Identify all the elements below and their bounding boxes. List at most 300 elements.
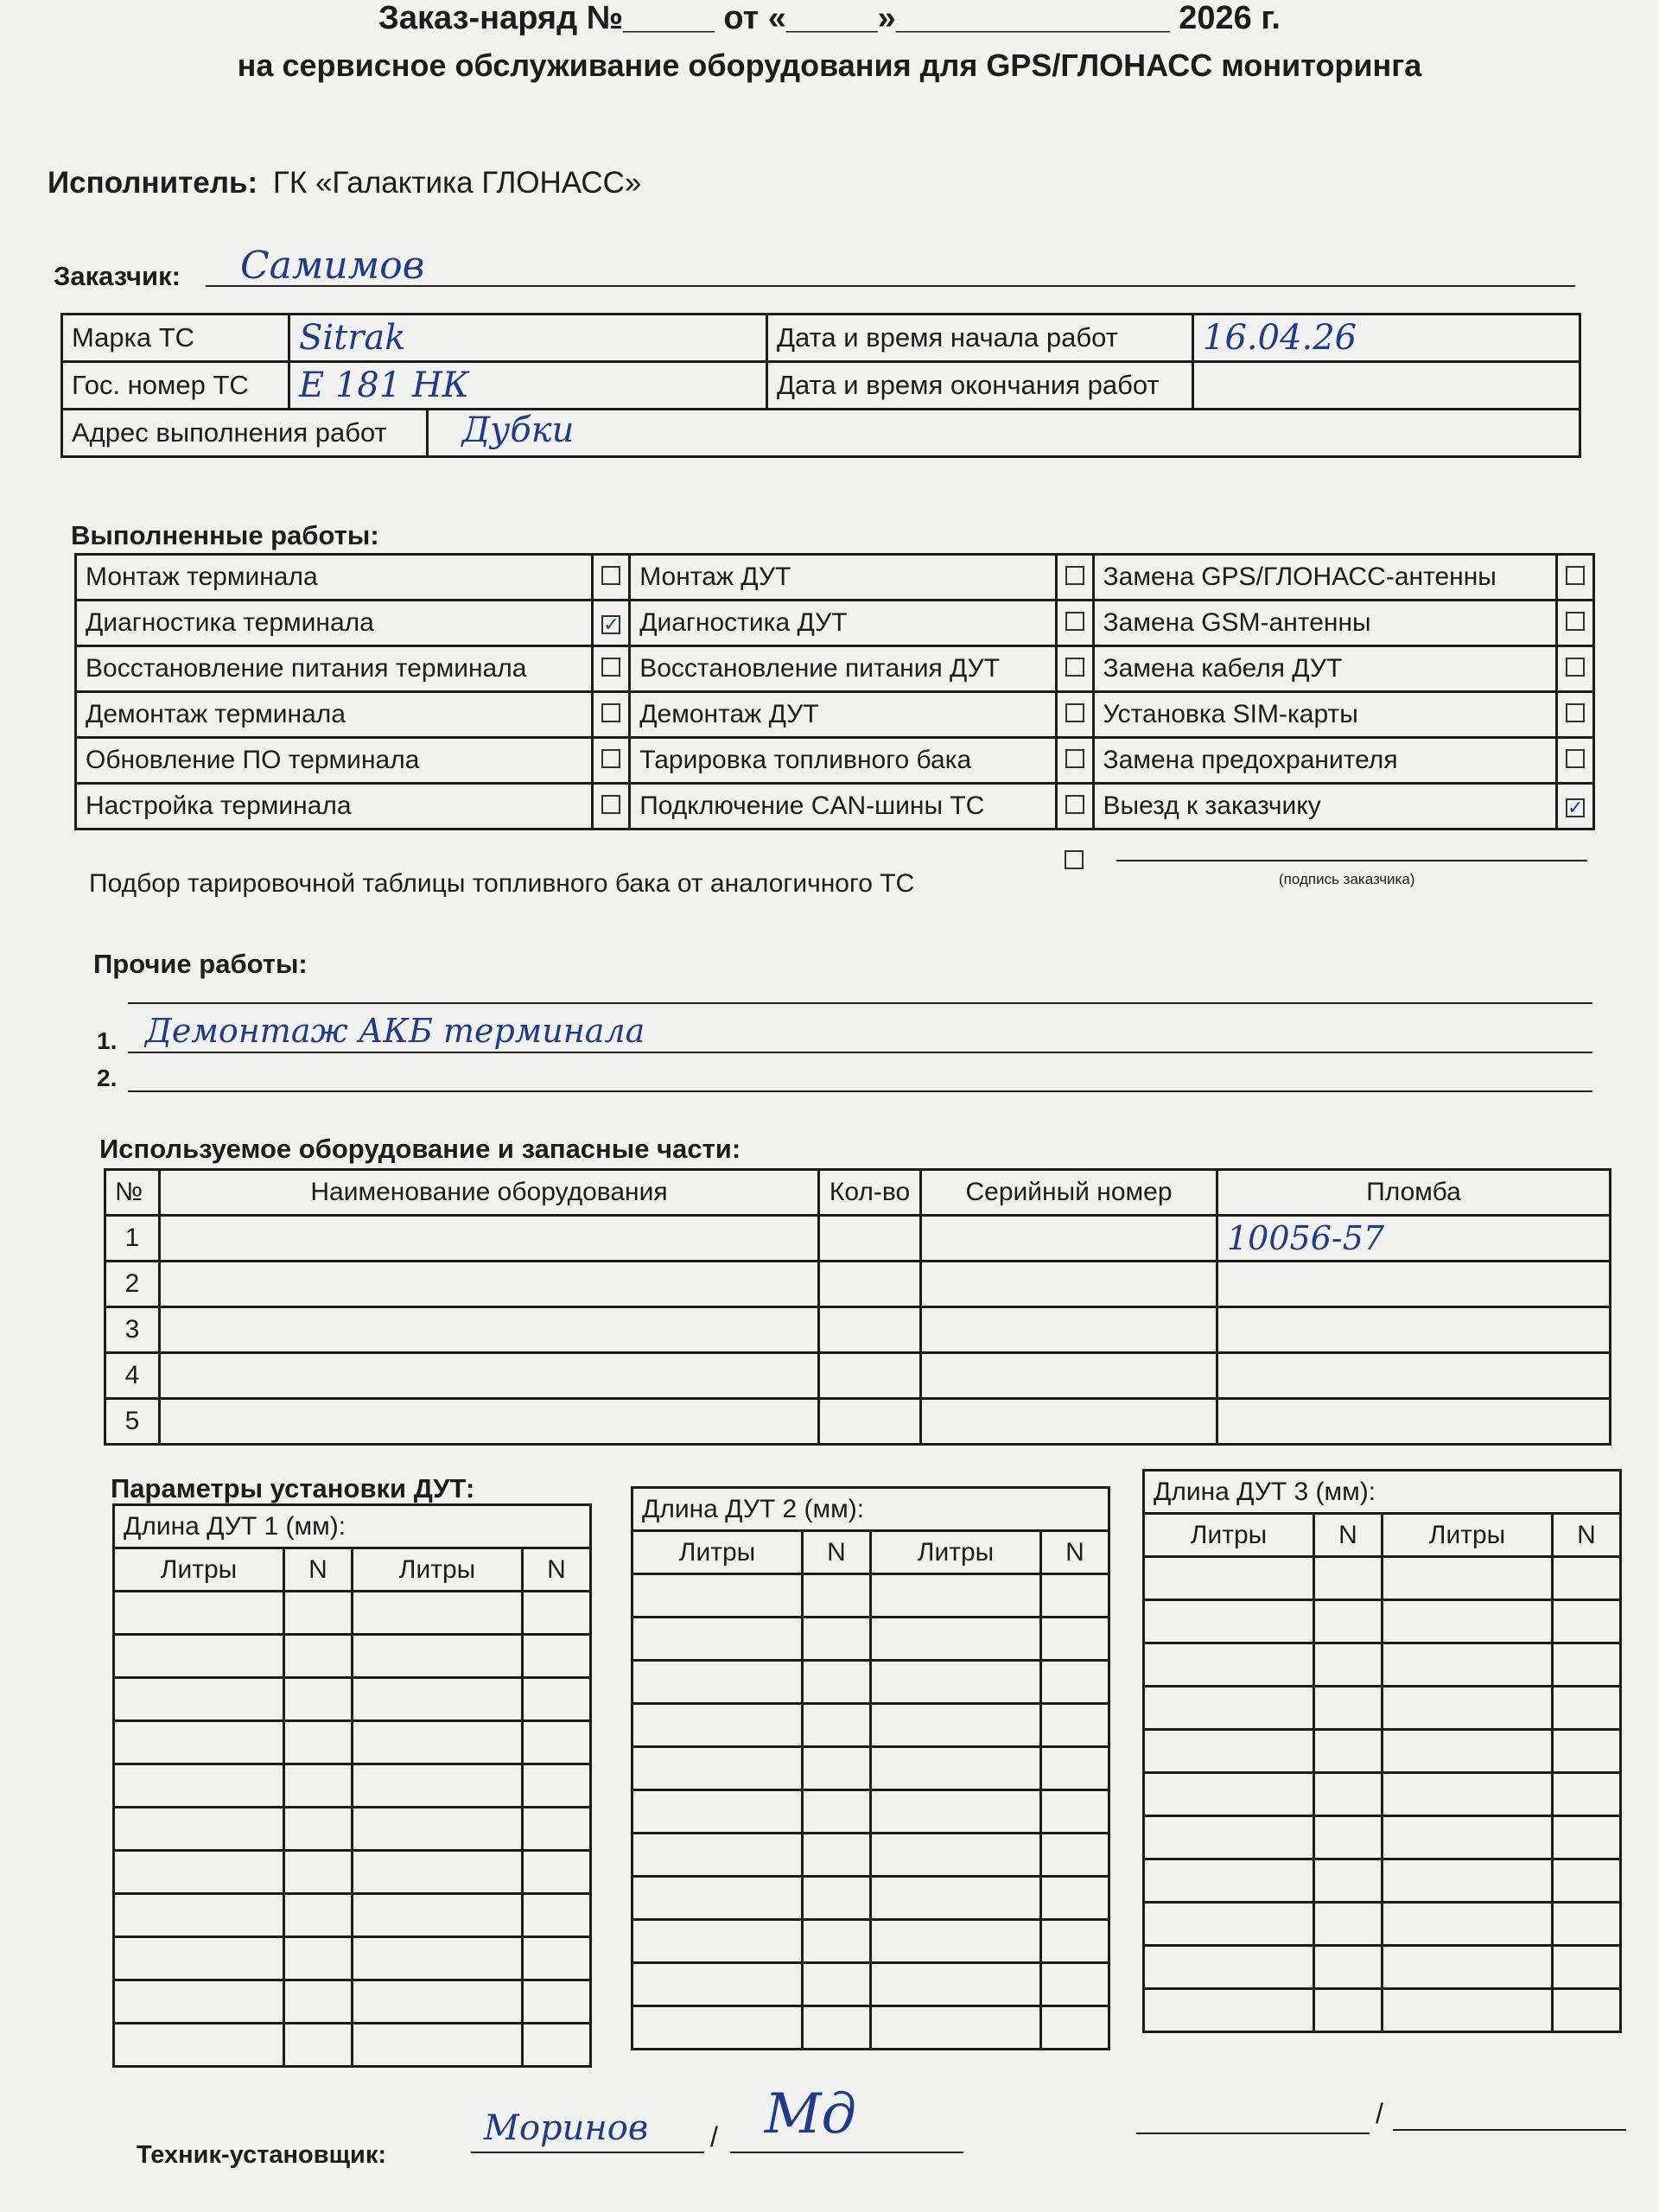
dut-cell[interactable]	[803, 1618, 871, 1661]
column-header: Пломба	[1217, 1170, 1611, 1216]
dut-table-3	[1142, 1469, 1622, 2033]
calibration-checkbox[interactable]	[1065, 850, 1084, 869]
dut-cell[interactable]	[1314, 1557, 1382, 1600]
start-value[interactable]	[1193, 315, 1580, 362]
dut-cell[interactable]	[870, 2006, 1040, 2050]
other-work-line	[128, 1061, 1592, 1092]
dut-cell[interactable]	[114, 1678, 284, 1721]
equipment-cell-name[interactable]	[160, 1307, 819, 1353]
work-checkbox-cell[interactable]	[1557, 692, 1594, 738]
dut-cell[interactable]	[1314, 1989, 1382, 2032]
work-checkbox-cell[interactable]	[1056, 646, 1093, 692]
second-signature-line-a[interactable]	[1136, 2108, 1370, 2134]
technician-name: Моринов	[484, 2108, 649, 2148]
work-checkbox-cell[interactable]	[1056, 555, 1093, 601]
table-row	[632, 1574, 1109, 1618]
dut-cell[interactable]	[1553, 1687, 1621, 1730]
dut-cell[interactable]	[284, 1851, 353, 1894]
dut-cell[interactable]	[523, 1678, 591, 1721]
checkmark-icon[interactable]: ✓	[1567, 797, 1584, 818]
column-header: N	[523, 1548, 591, 1592]
table-row	[114, 1851, 591, 1894]
column-header: N	[803, 1531, 871, 1574]
work-label: Диагностика терминала	[76, 601, 593, 646]
dut-cell[interactable]	[803, 1920, 871, 1963]
table-row	[76, 555, 1594, 601]
checkbox-icon[interactable]	[1065, 658, 1084, 677]
table-row	[632, 2006, 1109, 2050]
dut-cell[interactable]	[870, 1877, 1040, 1920]
row-number: 4	[105, 1353, 160, 1399]
work-checkbox-cell[interactable]	[1056, 784, 1093, 830]
column-header: N	[1041, 1531, 1109, 1574]
end-label: Дата и время окончания работ	[767, 362, 1193, 410]
dut-cell[interactable]	[1041, 1963, 1109, 2006]
dut-cell[interactable]	[523, 1980, 591, 2024]
dut-cell[interactable]	[1553, 1859, 1621, 1903]
equipment-cell-serial[interactable]	[921, 1307, 1217, 1353]
dut-cell[interactable]	[632, 1834, 803, 1877]
dut-caption-row	[114, 1505, 591, 1548]
row-number: 2	[105, 1262, 160, 1307]
work-label: Обновление ПО терминала	[76, 738, 593, 784]
dut-cell[interactable]	[1144, 1859, 1314, 1903]
equipment-cell-name[interactable]	[160, 1353, 819, 1399]
column-header: N	[1314, 1514, 1382, 1557]
dut-cell[interactable]	[803, 1574, 871, 1618]
column-header: Кол-во	[819, 1170, 921, 1216]
dut-cell[interactable]	[1144, 1903, 1314, 1946]
dut-caption: Длина ДУТ 2 (мм):	[632, 1488, 1109, 1531]
dut-cell[interactable]	[1382, 1600, 1552, 1643]
dut-cell[interactable]	[1144, 1600, 1314, 1643]
work-checkbox-cell[interactable]	[1557, 738, 1594, 784]
column-header: Литры	[114, 1548, 284, 1592]
table-header-row	[114, 1548, 591, 1592]
row-number: 1	[105, 1216, 160, 1262]
table-row	[632, 1920, 1109, 1963]
work-checkbox-cell[interactable]	[593, 692, 630, 738]
dut-cell[interactable]	[1314, 1859, 1382, 1903]
dut-cell[interactable]	[632, 1920, 803, 1963]
table-header-row	[1144, 1514, 1621, 1557]
work-label: Подключение CAN-шины ТС	[630, 784, 1056, 830]
dut-cell[interactable]	[632, 1963, 803, 2006]
dut-cell[interactable]	[1553, 1773, 1621, 1816]
dut-cell[interactable]	[632, 1704, 803, 1747]
dut-cell[interactable]	[1041, 1877, 1109, 1920]
table-row	[114, 1721, 591, 1764]
table-row	[114, 1635, 591, 1678]
equipment-cell-name[interactable]	[160, 1216, 819, 1262]
dut-cell[interactable]	[632, 1661, 803, 1704]
dut-cell[interactable]	[284, 1635, 353, 1678]
customer-label: Заказчик:	[54, 261, 181, 291]
table-row	[76, 601, 1594, 646]
work-checkbox-cell[interactable]	[1056, 738, 1093, 784]
dut-cell[interactable]	[1553, 1946, 1621, 1989]
checkbox-icon[interactable]	[1065, 566, 1084, 585]
equipment-cell-serial[interactable]	[921, 1262, 1217, 1307]
checkbox-icon[interactable]	[1566, 658, 1585, 677]
dut-cell[interactable]	[803, 1834, 871, 1877]
checkbox-icon[interactable]	[601, 795, 620, 814]
address-cell[interactable]	[62, 410, 1580, 457]
dut-cell[interactable]	[632, 1790, 803, 1834]
column-header: Литры	[870, 1531, 1040, 1574]
dut-cell[interactable]	[523, 1635, 591, 1678]
table-row	[1144, 1600, 1621, 1643]
work-checkbox-cell[interactable]	[1557, 555, 1594, 601]
dut-cell[interactable]	[114, 1592, 284, 1635]
technician-name-line[interactable]	[471, 2108, 704, 2153]
dut-cell[interactable]	[1041, 1920, 1109, 1963]
dut-cell[interactable]	[632, 1747, 803, 1790]
dut-cell[interactable]	[870, 1574, 1040, 1618]
dut-cell[interactable]	[284, 1592, 353, 1635]
dut-cell[interactable]	[870, 1834, 1040, 1877]
dut-cell[interactable]	[1041, 1747, 1109, 1790]
dut-cell[interactable]	[284, 1764, 353, 1808]
table-row	[632, 1834, 1109, 1877]
equipment-cell-seal[interactable]	[1217, 1307, 1611, 1353]
table-row	[105, 1399, 1611, 1445]
column-header: Литры	[1382, 1514, 1552, 1557]
equipment-cell-qty[interactable]	[819, 1262, 921, 1307]
work-checkbox-cell[interactable]	[593, 555, 630, 601]
dut-cell[interactable]	[284, 1721, 353, 1764]
checkbox-icon[interactable]	[1566, 703, 1585, 722]
dut-cell[interactable]	[523, 2024, 591, 2067]
dut-cell[interactable]	[523, 1937, 591, 1980]
dut-cell[interactable]	[1041, 1661, 1109, 1704]
dut-cell[interactable]	[1041, 1834, 1109, 1877]
work-checkbox-cell[interactable]	[1557, 784, 1594, 830]
dut-cell[interactable]	[870, 1747, 1040, 1790]
table-row	[114, 1678, 591, 1721]
dut-cell[interactable]	[352, 2024, 522, 2067]
equipment-cell-serial[interactable]	[921, 1353, 1217, 1399]
dut-cell[interactable]	[632, 1618, 803, 1661]
executor-row	[48, 166, 641, 200]
table-row	[62, 410, 1580, 457]
checkbox-icon[interactable]	[601, 703, 620, 722]
dut-table-1	[112, 1503, 592, 2068]
dut-cell[interactable]	[803, 1790, 871, 1834]
dut-cell[interactable]	[632, 2006, 803, 2050]
table-row	[114, 1894, 591, 1937]
dut-cell[interactable]	[284, 1808, 353, 1851]
dut-cell[interactable]	[352, 1937, 522, 1980]
dut-cell[interactable]	[523, 1721, 591, 1764]
checkbox-icon[interactable]	[1065, 703, 1084, 722]
dut-cell[interactable]	[1041, 1790, 1109, 1834]
table-row	[632, 1963, 1109, 2006]
table-header-row	[632, 1531, 1109, 1574]
dut-cell[interactable]	[1382, 1643, 1552, 1687]
dut-cell[interactable]	[803, 1704, 871, 1747]
dut-cell[interactable]	[803, 1963, 871, 2006]
dut-cell[interactable]	[1041, 2006, 1109, 2050]
brand-value[interactable]	[289, 315, 767, 362]
dut-cell[interactable]	[1041, 1704, 1109, 1747]
works-title: Выполненные работы:	[71, 520, 379, 550]
equipment-cell-seal[interactable]: 10056-57	[1217, 1216, 1611, 1262]
dut-cell[interactable]	[523, 1851, 591, 1894]
checkbox-icon[interactable]	[1065, 749, 1084, 768]
work-label: Демонтаж ДУТ	[630, 692, 1056, 738]
dut-cell[interactable]	[803, 1661, 871, 1704]
dut-cell[interactable]	[1553, 1816, 1621, 1859]
dut-cell[interactable]	[523, 1808, 591, 1851]
table-row	[1144, 1903, 1621, 1946]
dut-cell[interactable]	[632, 1877, 803, 1920]
column-header: №	[105, 1170, 160, 1216]
dut-cell[interactable]	[870, 1704, 1040, 1747]
plate-value[interactable]	[289, 362, 767, 410]
address-value: Дубки	[461, 410, 575, 450]
table-row	[114, 2024, 591, 2067]
dut-cell[interactable]	[1041, 1574, 1109, 1618]
dut-cell[interactable]	[114, 1937, 284, 1980]
table-row	[1144, 1816, 1621, 1859]
dut-cell[interactable]	[1314, 1687, 1382, 1730]
dut-caption: Длина ДУТ 3 (мм):	[1144, 1471, 1621, 1514]
other-work-item-2[interactable]	[97, 1061, 1596, 1096]
checkbox-icon[interactable]	[1065, 795, 1084, 814]
column-header: Наименование оборудования	[160, 1170, 819, 1216]
dut-cell[interactable]	[1553, 1600, 1621, 1643]
dut-cell[interactable]	[1382, 1687, 1552, 1730]
dut-cell[interactable]	[284, 1894, 353, 1937]
dut-cell[interactable]	[352, 1851, 522, 1894]
signature-caption: (подпись заказчика)	[1279, 871, 1415, 887]
dut-cell[interactable]	[114, 1635, 284, 1678]
table-row	[114, 1937, 591, 1980]
dut-cell[interactable]	[1382, 1730, 1552, 1773]
dut-cell[interactable]	[1314, 1903, 1382, 1946]
work-checkbox-cell[interactable]	[593, 784, 630, 830]
work-label: Выезд к заказчику	[1093, 784, 1556, 830]
column-header: Литры	[352, 1548, 522, 1592]
table-row	[114, 1808, 591, 1851]
dut-cell[interactable]	[284, 2024, 353, 2067]
dut-cell[interactable]	[523, 1764, 591, 1808]
document-title: Заказ-наряд №_____ от «_____»_______________ 2026 г.	[378, 0, 1281, 36]
work-label: Монтаж ДУТ	[630, 555, 1056, 601]
dut-cell[interactable]	[1314, 1816, 1382, 1859]
brand-handwriting: Sitrak	[299, 318, 406, 358]
dut-cell[interactable]	[1382, 1946, 1552, 1989]
dut-cell[interactable]	[1144, 1557, 1314, 1600]
work-checkbox-cell[interactable]	[1557, 601, 1594, 646]
dut-cell[interactable]	[284, 1980, 353, 2024]
dut-cell[interactable]	[870, 1618, 1040, 1661]
equipment-cell-name[interactable]	[160, 1262, 819, 1307]
other-works-top-line	[128, 985, 1592, 1004]
work-checkbox-cell[interactable]	[1557, 646, 1594, 692]
equipment-cell-name[interactable]	[160, 1399, 819, 1445]
table-row	[632, 1790, 1109, 1834]
dut-cell[interactable]	[352, 1894, 522, 1937]
dut-cell[interactable]	[352, 1721, 522, 1764]
dut-cell[interactable]	[1041, 1618, 1109, 1661]
equipment-cell-qty[interactable]	[819, 1399, 921, 1445]
work-checkbox-cell[interactable]	[1056, 601, 1093, 646]
work-checkbox-cell[interactable]	[1056, 692, 1093, 738]
checkbox-icon[interactable]	[601, 658, 620, 677]
work-label: Тарировка топливного бака	[630, 738, 1056, 784]
dut-cell[interactable]	[352, 1678, 522, 1721]
dut-cell[interactable]	[1314, 1643, 1382, 1687]
customer-line[interactable]	[206, 244, 1575, 288]
dut-cell[interactable]	[114, 1851, 284, 1894]
dut-cell[interactable]	[870, 1661, 1040, 1704]
equipment-cell-qty[interactable]	[819, 1353, 921, 1399]
column-header: Литры	[1144, 1514, 1314, 1557]
executor-value: ГК «Галактика ГЛОНАСС»	[272, 166, 642, 200]
work-checkbox-cell[interactable]	[593, 646, 630, 692]
dut-cell[interactable]	[352, 1764, 522, 1808]
column-header: Литры	[632, 1531, 803, 1574]
dut-cell[interactable]	[1144, 1989, 1314, 2032]
dut-cell[interactable]	[114, 1764, 284, 1808]
customer-signature-line[interactable]	[1116, 842, 1587, 861]
table-row	[62, 315, 1580, 362]
dut-cell[interactable]	[1382, 1859, 1552, 1903]
dut-cell[interactable]	[1314, 1600, 1382, 1643]
table-row	[1144, 1946, 1621, 1989]
work-label: Установка SIM-карты	[1093, 692, 1556, 738]
dut-cell[interactable]	[1314, 1730, 1382, 1773]
dut-cell[interactable]	[803, 1747, 871, 1790]
table-row	[632, 1877, 1109, 1920]
dut-cell[interactable]	[1144, 1643, 1314, 1687]
table-row	[76, 784, 1594, 830]
start-label: Дата и время начала работ	[767, 315, 1193, 362]
equipment-cell-serial[interactable]	[921, 1399, 1217, 1445]
equipment-cell-qty[interactable]	[819, 1307, 921, 1353]
table-row	[105, 1353, 1611, 1399]
table-row	[1144, 1773, 1621, 1816]
dut-cell[interactable]	[1144, 1816, 1314, 1859]
end-value[interactable]	[1193, 362, 1580, 410]
dut-cell[interactable]	[870, 1790, 1040, 1834]
table-row	[632, 1704, 1109, 1747]
equipment-cell-qty[interactable]	[819, 1216, 921, 1262]
technician-signature-line[interactable]	[730, 2082, 963, 2153]
dut-cell[interactable]	[114, 1980, 284, 2024]
table-row	[62, 362, 1580, 410]
dut-cell[interactable]	[523, 1592, 591, 1635]
work-label: Диагностика ДУТ	[630, 601, 1056, 646]
address-label: Адрес выполнения работ	[63, 410, 429, 455]
dut-cell[interactable]	[1382, 1773, 1552, 1816]
dut-caption-row	[1144, 1471, 1621, 1514]
table-row	[76, 646, 1594, 692]
equipment-cell-serial[interactable]	[921, 1216, 1217, 1262]
dut-cell[interactable]	[114, 1808, 284, 1851]
dut-cell[interactable]	[1382, 1557, 1552, 1600]
table-row	[632, 1618, 1109, 1661]
other-work-number: 1.	[97, 1027, 118, 1054]
plate-handwriting: Е 181 НК	[299, 365, 469, 405]
table-row	[1144, 1557, 1621, 1600]
dut-cell[interactable]	[1382, 1903, 1552, 1946]
dut-cell[interactable]	[803, 1877, 871, 1920]
dut-cell[interactable]	[114, 1894, 284, 1937]
start-handwriting: 16.04.26	[1203, 318, 1357, 358]
other-works-title: Прочие работы:	[93, 949, 308, 979]
equipment-cell-seal[interactable]	[1217, 1399, 1611, 1445]
dut-cell[interactable]	[284, 1678, 353, 1721]
dut-cell[interactable]	[1314, 1773, 1382, 1816]
work-label: Восстановление питания ДУТ	[630, 646, 1056, 692]
checkbox-icon[interactable]	[601, 749, 620, 768]
equipment-cell-seal[interactable]	[1217, 1353, 1611, 1399]
dut-cell[interactable]	[114, 1721, 284, 1764]
dut-cell[interactable]	[114, 2024, 284, 2067]
dut-cell[interactable]	[1553, 1643, 1621, 1687]
dut-cell[interactable]	[1144, 1687, 1314, 1730]
technician-label: Техник-установщик:	[137, 2141, 387, 2169]
work-checkbox-cell[interactable]	[593, 601, 630, 646]
dut-cell[interactable]	[1553, 1903, 1621, 1946]
work-label: Монтаж терминала	[76, 555, 593, 601]
equipment-cell-seal[interactable]	[1217, 1262, 1611, 1307]
dut-cell[interactable]	[352, 1592, 522, 1635]
dut-cell[interactable]	[803, 2006, 871, 2050]
dut-cell[interactable]	[1144, 1946, 1314, 1989]
dut-cell[interactable]	[1144, 1773, 1314, 1816]
other-work-line	[128, 1012, 1592, 1053]
dut-cell[interactable]	[870, 1920, 1040, 1963]
dut-cell[interactable]	[1553, 1989, 1621, 2032]
document-subtitle: на сервисное обслуживание оборудования для GPS/ГЛОНАСС мониторинга	[237, 48, 1422, 83]
dut-cell[interactable]	[284, 1937, 353, 1980]
checkbox-icon[interactable]	[601, 566, 620, 585]
work-label: Замена GPS/ГЛОНАСС-антенны	[1093, 555, 1556, 601]
dut-cell[interactable]	[352, 1808, 522, 1851]
dut-cell[interactable]	[1382, 1816, 1552, 1859]
work-checkbox-cell[interactable]	[593, 738, 630, 784]
dut-cell[interactable]	[523, 1894, 591, 1937]
checkbox-icon[interactable]	[1566, 612, 1585, 631]
checkbox-icon[interactable]	[1566, 566, 1585, 585]
table-row	[114, 1980, 591, 2024]
other-work-item-1[interactable]	[97, 1012, 1596, 1055]
dut-cell[interactable]	[1382, 1989, 1552, 2032]
dut-cell[interactable]	[352, 1980, 522, 2024]
checkbox-icon[interactable]	[1566, 749, 1585, 768]
checkmark-icon[interactable]: ✓	[603, 613, 620, 635]
dut-caption-row	[632, 1488, 1109, 1531]
second-signature-line-b[interactable]	[1393, 2108, 1626, 2131]
table-row	[1144, 1989, 1621, 2032]
table-row	[105, 1262, 1611, 1307]
work-label: Восстановление питания терминала	[76, 646, 593, 692]
other-work-text: Демонтаж АКБ терминала	[145, 1012, 645, 1050]
dut-cell[interactable]	[1144, 1730, 1314, 1773]
dut-cell[interactable]	[1314, 1946, 1382, 1989]
dut-cell[interactable]	[632, 1574, 803, 1618]
dut-cell[interactable]	[1553, 1730, 1621, 1773]
checkbox-icon[interactable]	[1065, 612, 1084, 631]
dut-cell[interactable]	[352, 1635, 522, 1678]
dut-cell[interactable]	[1553, 1557, 1621, 1600]
dut-cell[interactable]	[870, 1963, 1040, 2006]
table-row	[105, 1307, 1611, 1353]
